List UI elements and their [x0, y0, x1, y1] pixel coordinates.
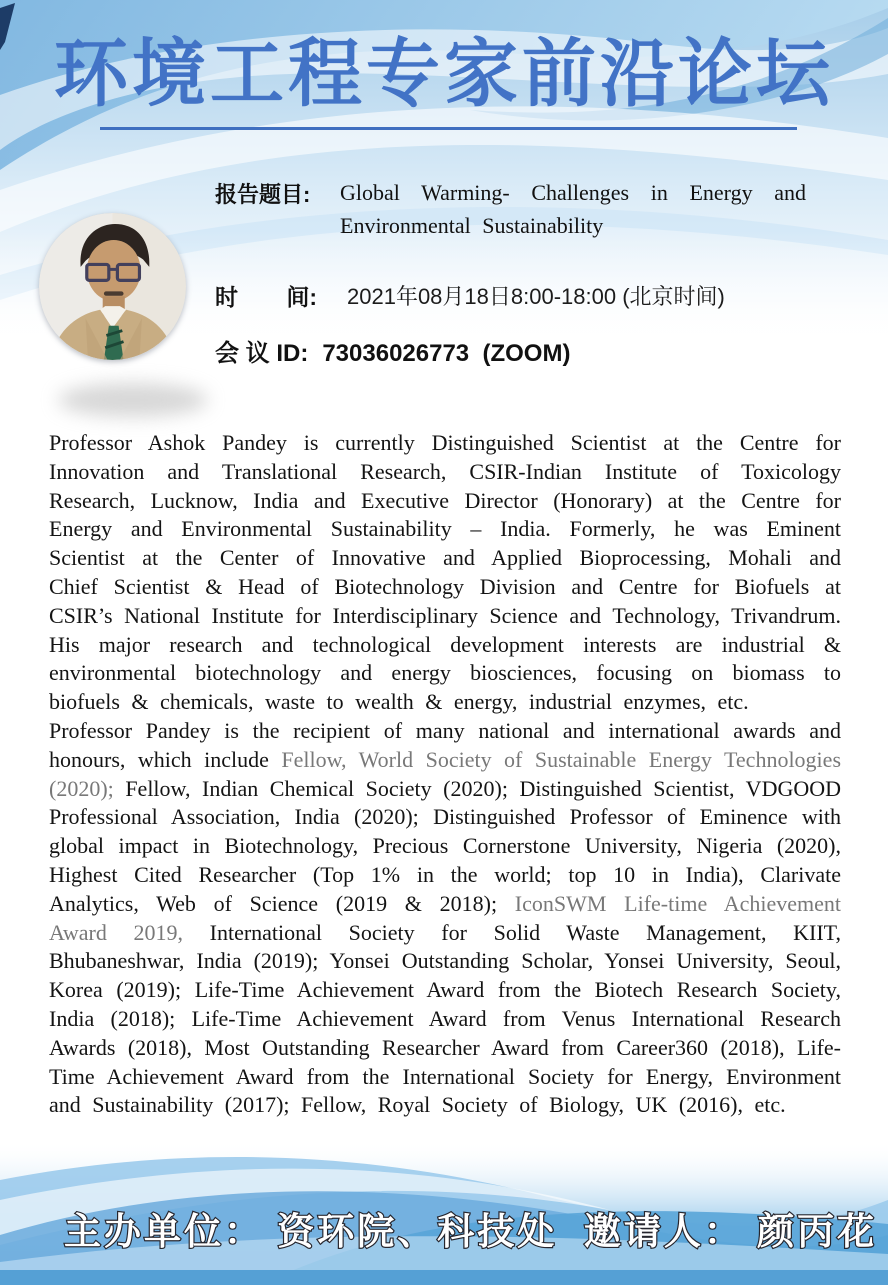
- speaker-photo: [39, 213, 186, 360]
- time-label: [215, 279, 317, 312]
- topic-text: Global Warming- Challenges in Energy and Environmental Sustainability: [340, 180, 806, 238]
- time-label-part1: 时: [215, 284, 238, 310]
- bio-p2-segment-5: International Society for Solid Waste Management, KIIT, Bhubaneshwar, India (2019); Yonsei Outstanding Scholar, Yonsei University, Seoul, Korea (2019); Life-Time Achievement Award from the Biotech Research Society, India (2018); Life-Time Achievement Award from Venus International Research Awards (2018), Most Outstanding Researcher Award from Career360 (2018), Life-Time Achievement Award from the International Society for Energy, Environment and Sustainability (2017); Fellow, Royal Society of Biology, UK (2016), etc.: [49, 919, 841, 1118]
- meeting-id-value: 73036026773 (ZOOM): [322, 340, 571, 367]
- bio-p2-segment-4: IconSWM Life-time Achievement Award 2019,: [49, 890, 841, 945]
- bio-p2-segment-3: Fellow, Indian Chemical Society (2020); Distinguished Scientist, VDGOOD Professional Association, India (2020); Distinguished Professor of Eminence with global impact in Biotechnology, Precious Cornerstone University, Nigeria (2020), Highest Cited Researcher (Top 1% in the world; top 10 in India), Clarivate Analytics, Web of Science (2019 & 2018);: [49, 775, 842, 916]
- topic-label: 报告题目:: [215, 182, 311, 207]
- blurred-speaker-name: [58, 383, 208, 417]
- meeting-id-label: 会 议 ID:: [215, 340, 309, 367]
- speaker-biography: [49, 429, 841, 1120]
- bio-paragraph-2: [49, 717, 841, 1120]
- forum-title: 环境工程专家前沿论坛: [54, 32, 834, 115]
- time-row: [215, 279, 725, 312]
- bio-p2-segment-2: Fellow, World Society of Sustainable Energy Technologies (2020);: [49, 746, 841, 801]
- bio-p2-segment-1: Professor Pandey is the recipient of many national and international awards and honours, which include: [49, 717, 841, 772]
- footer-organizer-line: [0, 1196, 888, 1266]
- time-label-part2: 间:: [286, 284, 317, 310]
- organizer-text: 主办单位： 资环院、科技处 邀请人： 颜丙花: [64, 1211, 878, 1252]
- meeting-id-row: [215, 333, 570, 368]
- time-value: 2021年08月18日8:00-18:00 (北京时间): [347, 284, 725, 309]
- speaker-portrait-icon: [39, 213, 186, 360]
- bio-paragraph-1: Professor Ashok Pandey is currently Distinguished Scientist at the Centre for Innovation and Translational Research, CSIR-Indian Institute of Toxicology Research, Lucknow, India and Executive Director (Honorary) at the Centre for Energy and Environmental Sustainability – India. Formerly, he was Eminent Scientist at the Center of Innovative and Applied Bioprocessing, Mohali and Chief Scientist & Head of Biotechnology Division and Centre for Biofuels at CSIR’s National Institute for Interdisciplinary Science and Technology, Trivandrum. His major research and technological development interests are industrial & environmental biotechnology and energy biosciences, focusing on biomass to biofuels & chemicals, waste to wealth & energy, industrial enzymes, etc.: [49, 430, 841, 715]
- title-underline: [100, 127, 797, 130]
